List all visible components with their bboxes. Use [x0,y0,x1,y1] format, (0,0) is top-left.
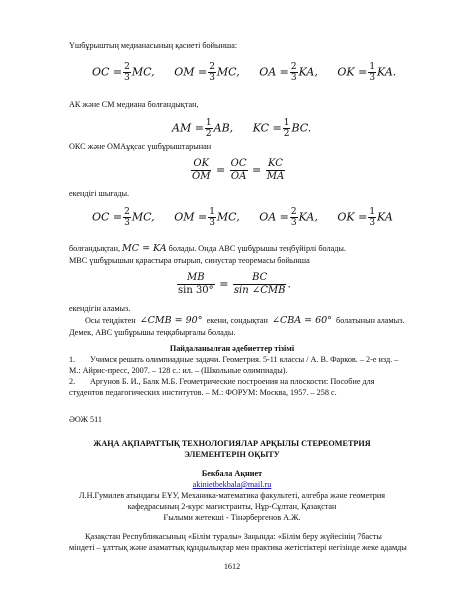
mc-equals-ka: MC = KA [122,243,167,254]
conclusion-line-1: болғандықтан, MC = KA болады. Онда АВС үшбұрышы теңбүйірлі болады. [69,243,346,254]
article-body-line-1: Қазақстан Республикасының «Білім туралы» Заңында: «Білім беру жүйесінің 7басты [85,532,382,541]
final-paragraph-line-1: Осы теңдіктен ∠CMB = 90° екени, сондықтан ∠CBA = 60° болатынын аламыз. [85,315,405,326]
reference-1-number: 1. [69,355,76,364]
equation-row-3: $\frac{OK}{OM}$ = $\frac{OC}{OA}$ = $\frac{KC}{MA}$ [192,158,285,182]
equation-row-1: OC = $\frac{2}{3}$ MC, OM = $\frac{2}{3}$ MC, OA = $\frac{2}{3}$ KA, OK = $\frac{1}{3}$ KA. [92,62,397,83]
affiliation-line-2: кафедрасының 2-курс магистранты, Нұр-Сұлтан, Қазақстан [127,502,337,511]
equation-row-5: $\frac{MB}{\sin 30^\circ}$ = $\frac{BC}{\text{sin ∠CMB}}$ . [178,272,291,296]
reference-2-line-2: студентов педагогических институтов. – М.: ФОРУМ: Москва, 1957. – 258 с. [69,388,337,397]
reference-1-line-2: М.: Айрис-пресс, 2007. – 128 с.: ил. – (Школьные олимпиады). [69,366,288,375]
affiliation-line-1: Л.Н.Гумилев атындағы ЕҰУ, Механика-математика факультеті, алгебра және геометрия [78,491,386,500]
reference-1-line-1: Учимся решать олимпиадные задачи. Геометрия. 5-11 классы / А. В. Фарков. – 2-е изд. – [90,355,399,364]
equation-row-4: OC = $\frac{2}{3}$ MC, OM = $\frac{1}{3}$ MC, OA = $\frac{2}{3}$ KA, OK = $\frac{1}{3}$ KA [92,207,393,228]
equation-row-2: AM = $\frac{1}{2}$ AB, KC = $\frac{1}{2}$ BC. [172,118,312,139]
shown-text: екендігі шығады. [69,189,130,198]
author-name: Бекбала Ақниет [201,469,263,478]
udc-code: ӘОЖ 511 [69,415,102,424]
reference-2-number: 2. [69,377,76,386]
article-title-line-1: ЖАҢА АҚПАРАТТЫҚ ТЕХНОЛОГИЯЛАР АРҚЫЛЫ СТЕРЕОМЕТРИЯ [93,439,371,448]
article-body-line-2: міндеті – ұлттық және азаматтық құндылықтар мен практика жетістіктері негізінде жеке адамды [69,543,407,552]
known-text: екендігін аламыз. [69,304,131,313]
reference-2-line-1: Аргунов Б. И., Балк М.Б. Геометрические построения на плоскости: Пособие для [90,377,375,386]
similar-text: ОКС және ОМАұқсас үшбұрыштарынан [69,142,212,151]
author-email-link[interactable]: akinietbekbala@mail.ru [192,480,272,489]
article-title-line-2: ЭЛЕМЕНТЕРІН ОҚЫТУ [184,450,280,459]
references-title: Пайдаланылған әдебиеттер тізімі [169,344,295,353]
intro-text: Үшбұрыштың медианасының қасиеті бойынша: [69,41,238,50]
conclusion-line-2: MBC үшбұрышын қарастыра отырып, синустар теоремасы бойынша [69,256,310,265]
scientific-advisor: Ғылыми жетекші - Тінәрбергенов А.Ж. [163,513,301,522]
page-number: 1612 [223,562,241,571]
median-text: АК және СМ медиана болғандықтан, [69,100,199,109]
final-paragraph-line-2: Демек, АВС үшбұрышы теңқабырғалы болады. [69,328,236,337]
